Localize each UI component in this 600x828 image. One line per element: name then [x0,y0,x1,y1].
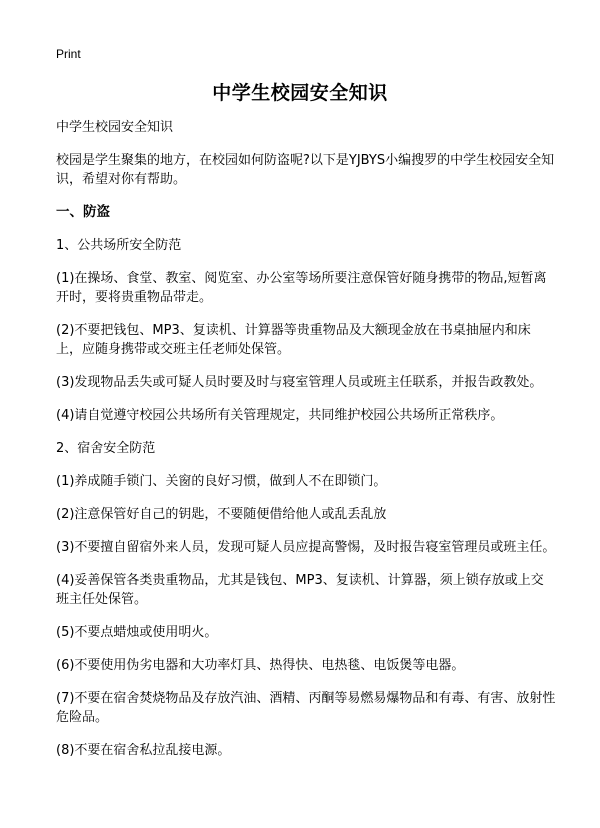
list-item: (5)不要点蜡烛或使用明火。 [56,625,218,640]
list-item: (2)不要把钱包、MP3、复读机、计算器等贵重物品及大额现金放在书桌抽屉内和床上，应随身携带或交班主任老师处保管。 [56,323,531,357]
list-item: (3)发现物品丢失或可疑人员时要及时与寝室管理人员或班主任联系，并报告政教处。 [56,375,543,390]
article-subtitle: 中学生校园安全知识 [56,120,174,135]
subsection-heading-public: 1、公共场所安全防范 [56,238,182,253]
print-link[interactable]: Print [56,47,81,61]
list-item: (1)在操场、食堂、教室、阅览室、办公室等场所要注意保管好随身携带的物品,短暂离开时，要将贵重物品带走。 [56,271,547,305]
list-item: (4)妥善保管各类贵重物品，尤其是钱包、MP3、复读机、计算器，须上锁存放或上交班主任处保管。 [56,573,544,607]
list-item: (6)不要使用伪劣电器和大功率灯具、热得快、电热毯、电饭煲等电器。 [56,658,465,673]
section-heading-anti-theft: 一、防盗 [56,204,110,220]
list-item: (7)不要在宿舍焚烧物品及存放汽油、酒精、丙酮等易燃易爆物品和有毒、有害、放射性危险品。 [56,691,556,725]
page-title: 中学生校园安全知识 [212,82,388,104]
list-item: (2)注意保管好自己的钥匙，不要随便借给他人或乱丢乱放 [56,507,387,522]
intro-paragraph: 校园是学生聚集的地方，在校园如何防盗呢?以下是YJBYS小编搜罗的中学生校园安全知识，希望对你有帮助。 [56,153,555,187]
subsection-heading-dormitory: 2、宿舍安全防范 [56,441,156,456]
list-item: (1)养成随手锁门、关窗的良好习惯，做到人不在即锁门。 [56,474,387,489]
list-item: (8)不要在宿舍私拉乱接电源。 [56,743,231,758]
list-item: (3)不要擅自留宿外来人员，发现可疑人员应提高警惕，及时报告寝室管理员或班主任。 [56,540,556,555]
list-item: (4)请自觉遵守校园公共场所有关管理规定，共同维护校园公共场所正常秩序。 [56,408,504,423]
article-body [56,118,556,774]
